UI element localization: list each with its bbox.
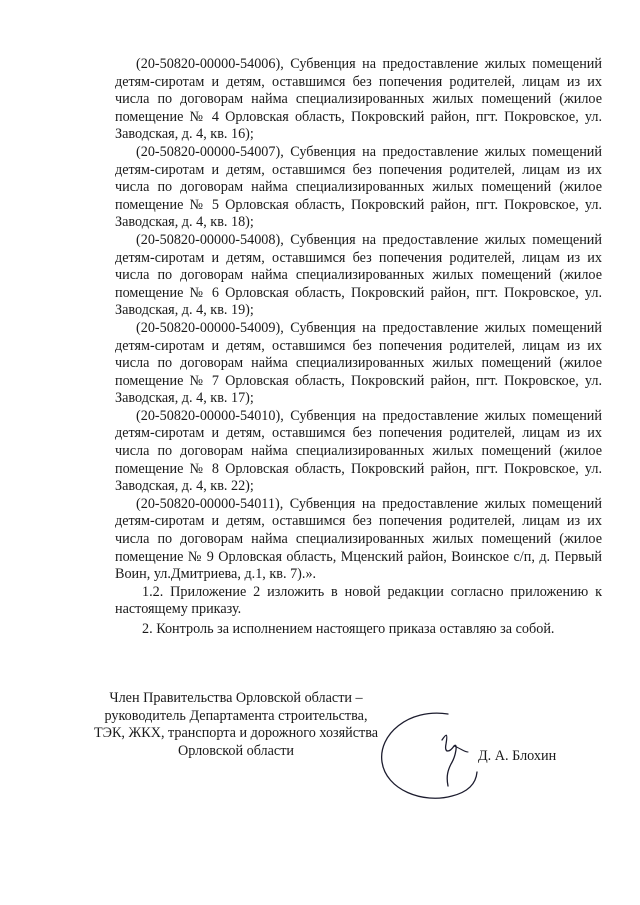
control-paragraph: 2. Контроль за исполнением настоящего приказа оставляю за собой. — [142, 621, 555, 637]
appendix-paragraph: 1.2. Приложение 2 изложить в новой редакции согласно приложению к настоящему приказу. — [115, 583, 602, 618]
handwritten-signature — [368, 700, 488, 810]
subsidy-paragraph-54009: (20-50820-00000-54009), Субвенция на предоставление жилых помещений детям-сиротам и детям, оставшимся без попечения родителей, лицам из их числа по договорам найма специализированных жилых помещений (жилое помещение № 7 Орловская область, Покровский район, пгт. Покровское, ул. Заводская, д. 4, кв. 17); — [115, 319, 602, 407]
subsidy-paragraph-54007: (20-50820-00000-54007), Субвенция на предоставление жилых помещений детям-сиротам и детям, оставшимся без попечения родителей, лицам из их числа по договорам найма специализированных жилых помещений (жилое помещение № 5 Орловская область, Покровский район, пгт. Покровское, ул. Заводская, д. 4, кв. 18); — [115, 143, 602, 231]
signatory-title-line: Член Правительства Орловской области – — [109, 690, 363, 706]
subsidy-paragraph-54010: (20-50820-00000-54010), Субвенция на предоставление жилых помещений детям-сиротам и детям, оставшимся без попечения родителей, лицам из их числа по договорам найма специализированных жилых помещений (жилое помещение № 8 Орловская область, Покровский район, пгт. Покровское, ул. Заводская, д. 4, кв. 22); — [115, 407, 602, 495]
signatory-title — [86, 690, 386, 760]
subsidy-paragraph-54008: (20-50820-00000-54008), Субвенция на предоставление жилых помещений детям-сиротам и детям, оставшимся без попечения родителей, лицам из их числа по договорам найма специализированных жилых помещений (жилое помещение № 6 Орловская область, Покровский район, пгт. Покровское, ул. Заводская, д. 4, кв. 19); — [115, 231, 602, 319]
signatory-name: Д. А. Блохин — [478, 748, 557, 764]
signatory-title-line: Орловской области — [177, 742, 295, 759]
signatory-title-line: руководитель Департамента строительства, — [104, 707, 368, 724]
signatory-title-line: ТЭК, ЖКХ, транспорта и дорожного хозяйства — [93, 725, 379, 742]
subsidy-paragraph-54011: (20-50820-00000-54011), Субвенция на предоставление жилых помещений детям-сиротам и детям, оставшимся без попечения родителей, лицам из их числа по договорам найма специализированных жилых помещений (жилое помещение № 9 Орловская область, Мценский район, Воинское с/п, д. Первый Воин, ул.Дмитриева, д.1, кв. 7).». — [115, 495, 602, 583]
subsidy-paragraph-54006: (20-50820-00000-54006), Субвенция на предоставление жилых помещений детям-сиротам и детям, оставшимся без попечения родителей, лицам из их числа по договорам найма специализированных жилых помещений (жилое помещение № 4 Орловская область, Покровский район, пгт. Покровское, ул. Заводская, д. 4, кв. 16); — [115, 56, 602, 143]
document-body — [115, 56, 602, 639]
